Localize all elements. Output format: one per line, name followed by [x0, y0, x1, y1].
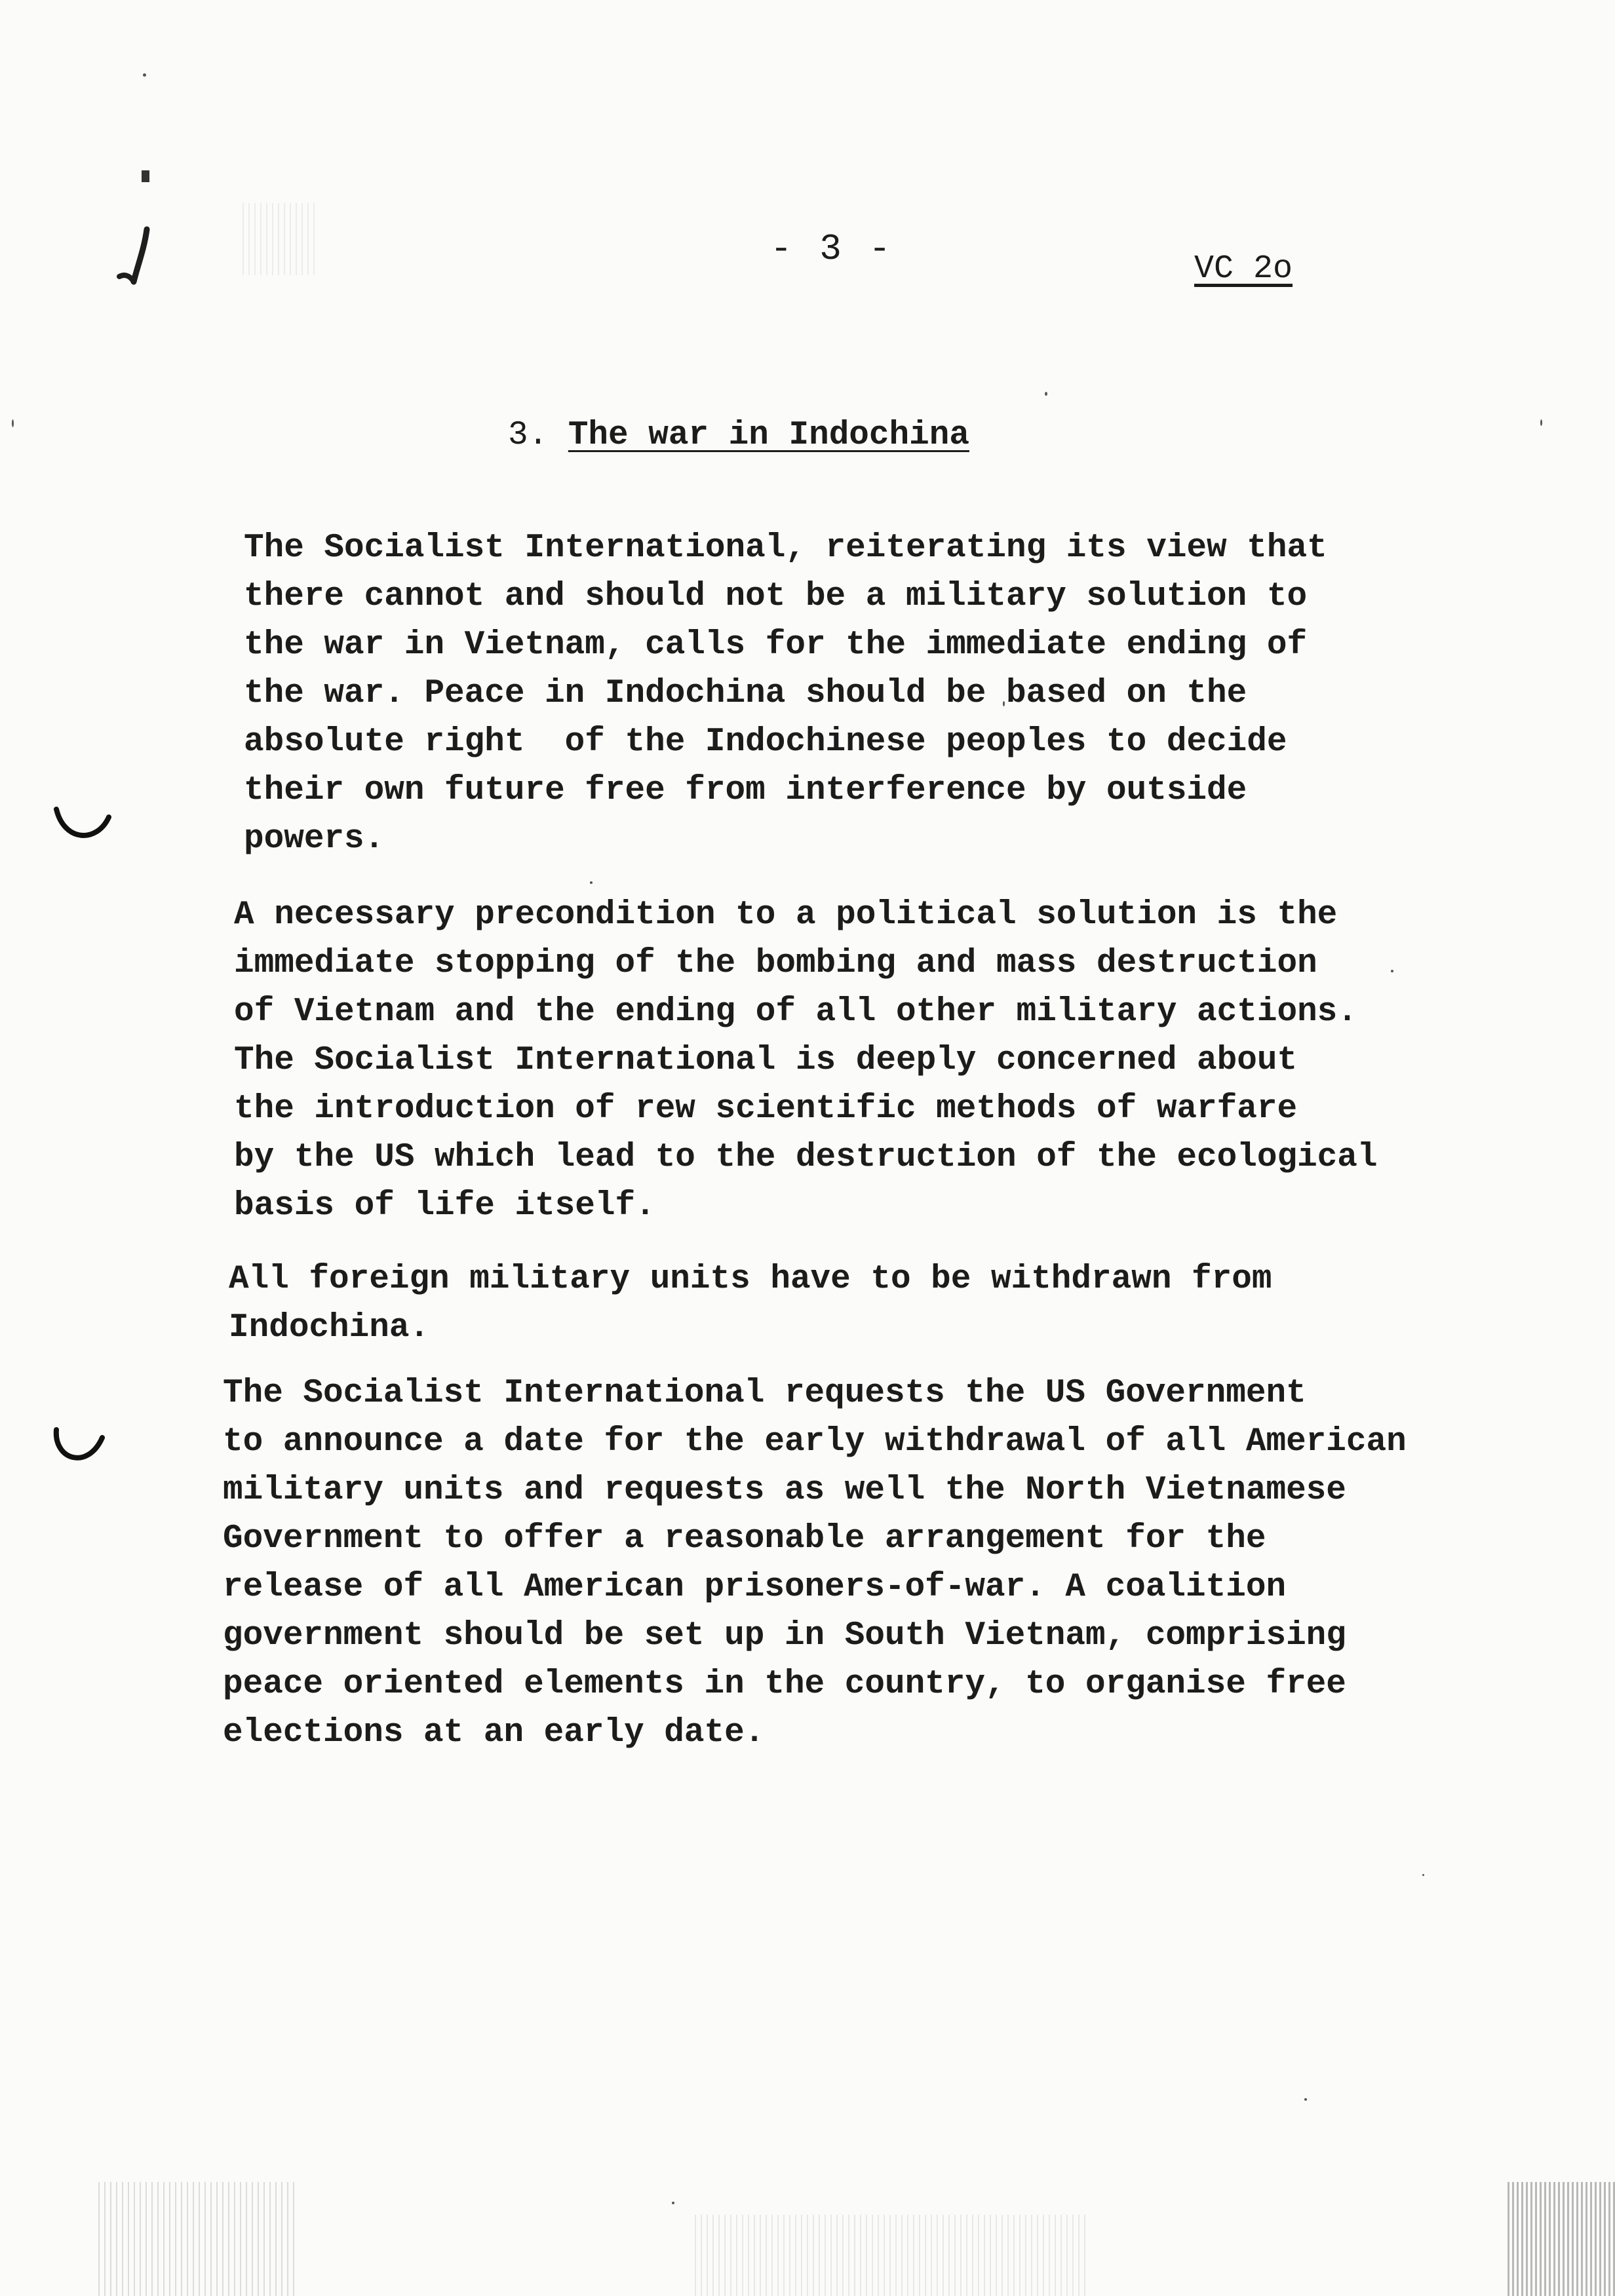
text-line: government should be set up in South Vietnam, comprising	[223, 1617, 1346, 1655]
punch-hole-mark-bottom-icon	[47, 1422, 113, 1474]
text-line: release of all American prisoners-of-war. A coalition	[223, 1569, 1287, 1606]
document-reference: VC 2o	[1194, 250, 1293, 288]
text-line: Government to offer a reasonable arrangement for the	[223, 1520, 1266, 1558]
text-line: The Socialist International, reiterating its view that	[244, 529, 1327, 567]
text-line: by the US which lead to the destruction of the ecological	[234, 1139, 1378, 1176]
scan-speck	[1422, 1874, 1424, 1876]
scan-speck	[590, 881, 593, 884]
scan-noise-bottom-center	[695, 2215, 1088, 2296]
text-line: the war in Vietnam, calls for the immediate ending of	[244, 626, 1308, 664]
page-number: - 3 -	[770, 228, 894, 270]
text-line: elections at an early date.	[223, 1714, 765, 1751]
text-line: there cannot and should not be a military solution to	[244, 578, 1308, 615]
text-line: All foreign military units have to be withdrawn from	[229, 1261, 1272, 1298]
text-line: to announce a date for the early withdrawal of all American	[223, 1423, 1407, 1461]
text-line: the introduction of rew scientific methods of warfare	[234, 1090, 1298, 1128]
scan-speck	[1304, 2098, 1307, 2101]
text-line: military units and requests as well the North Vietnamese	[223, 1472, 1346, 1509]
text-line: of Vietnam and the ending of all other military actions.	[234, 993, 1357, 1031]
section-number: 3.	[508, 417, 549, 454]
text-line: The Socialist International requests the US Government	[223, 1375, 1306, 1412]
text-line: powers.	[244, 820, 385, 858]
text-line: peace oriented elements in the country, to organise free	[223, 1666, 1346, 1703]
text-line: their own future free from interference by outside	[244, 772, 1247, 809]
text-line: A necessary precondition to a political solution is the	[234, 896, 1338, 934]
check-mark-icon	[92, 157, 170, 295]
text-line: immediate stopping of the bombing and mass destruction	[234, 945, 1317, 982]
text-line: The Socialist International is deeply concerned about	[234, 1042, 1298, 1079]
paragraph-foreign-units	[229, 1255, 1272, 1352]
text-line: Indochina.	[229, 1309, 430, 1347]
scan-speck	[143, 73, 146, 77]
scan-speck	[1540, 419, 1542, 426]
scan-speck	[12, 419, 14, 427]
scan-speck	[1045, 392, 1047, 396]
paragraph-precondition	[234, 891, 1377, 1231]
scan-noise-bottom-left	[98, 2182, 295, 2296]
text-line: basis of life itself.	[234, 1187, 655, 1225]
scan-speck	[1391, 970, 1393, 972]
text-line: the war. Peace in Indochina should be based on the	[244, 675, 1247, 712]
scan-noise-bottom-right	[1508, 2182, 1615, 2296]
section-title: The war in Indochina	[568, 417, 969, 454]
punch-hole-mark-top-icon	[51, 803, 117, 849]
section-heading	[508, 417, 969, 454]
scan-noise-top	[243, 203, 315, 275]
paragraph-military-solution	[244, 524, 1327, 864]
text-line: absolute right of the Indochinese peoples to decide	[244, 723, 1287, 761]
paragraph-us-withdrawal	[223, 1369, 1407, 1757]
scan-speck	[672, 2202, 674, 2204]
